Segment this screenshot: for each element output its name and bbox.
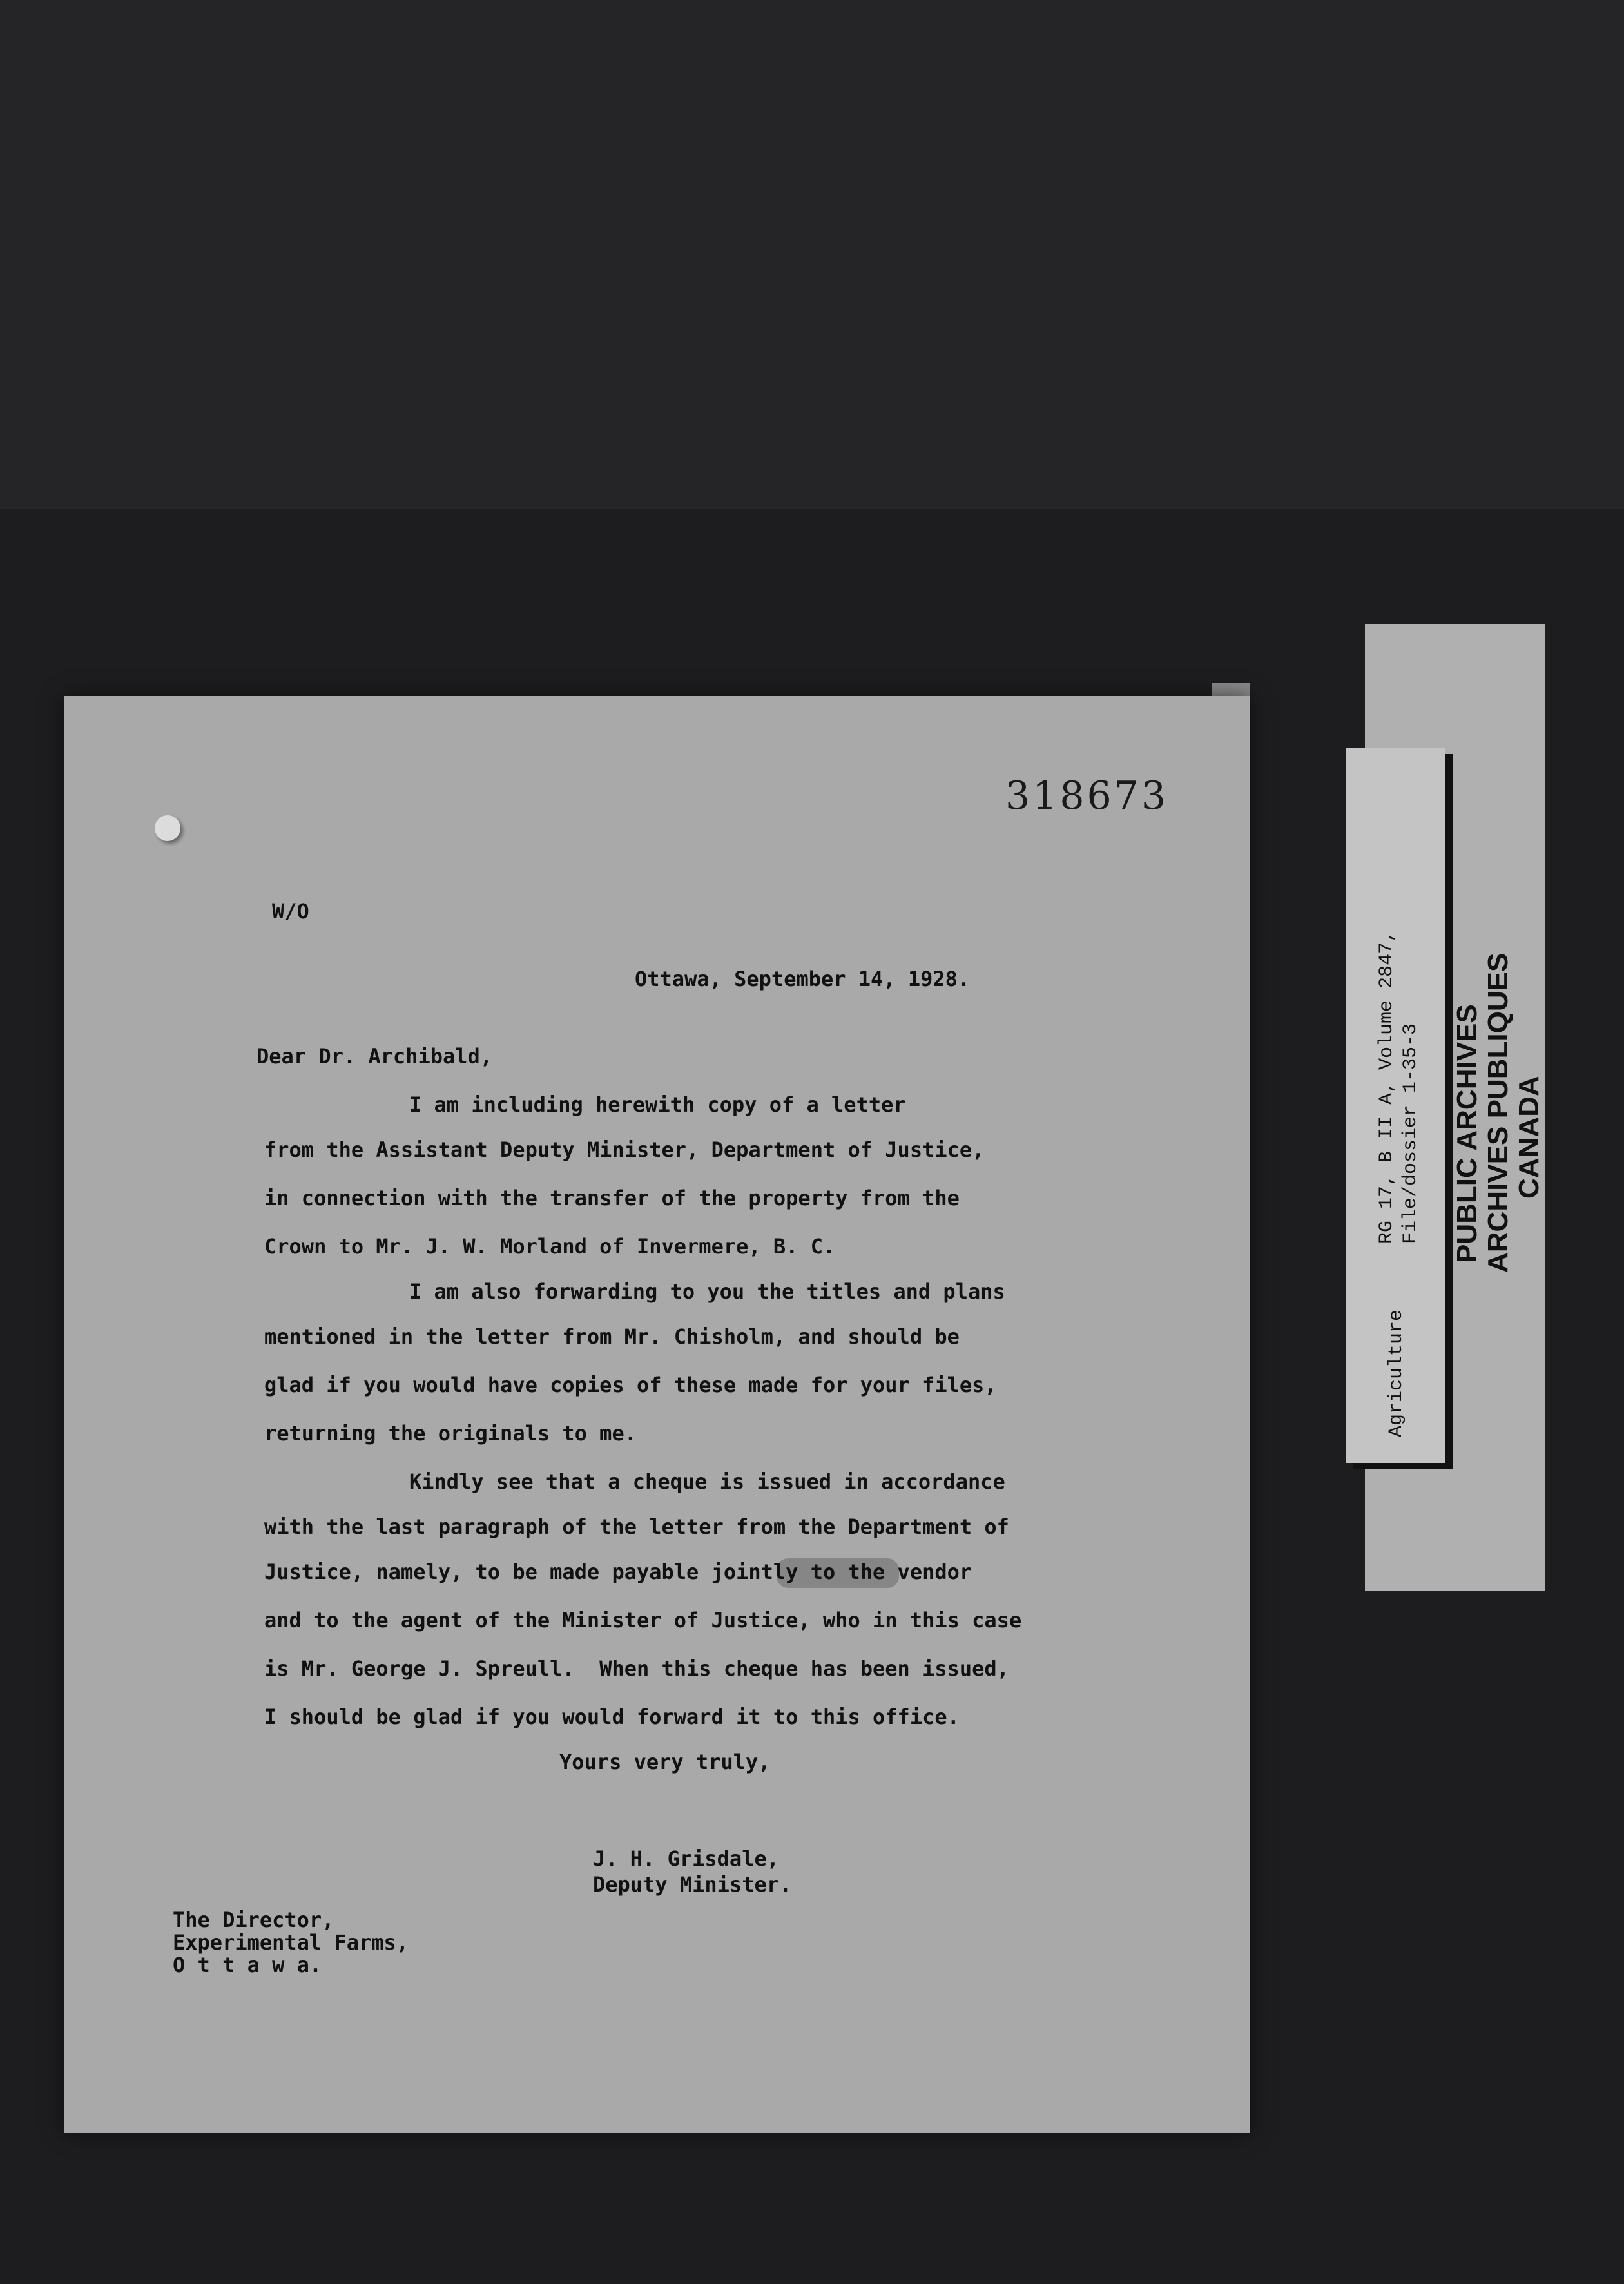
archive-stamp-line2: ARCHIVES PUBLIQUES [1482,953,1514,1273]
body-line: from the Assistant Deputy Minister, Department of Justice, [264,1137,985,1162]
archive-stamp-line3: CANADA [1513,1076,1545,1199]
body-line: Kindly see that a cheque is issued in accordance [409,1469,1005,1494]
punch-hole [155,815,180,841]
place-date: Ottawa, September 14, 1928. [635,967,971,991]
body-line: Justice, namely, to be made payable jointly to the vendor [264,1560,972,1584]
archive-stamp-line1: PUBLIC ARCHIVES [1451,1004,1483,1263]
signature-title: Deputy Minister. [593,1872,792,1897]
salutation: Dear Dr. Archibald, [256,1044,493,1069]
recipient-line: The Director, [173,1908,334,1932]
recipient-line: Experimental Farms, [173,1930,409,1955]
archive-reference: RG 17, B II A, Volume 2847, [1376,930,1398,1244]
body-line: is Mr. George J. Spreull. When this cheque has been issued, [264,1656,1009,1681]
body-line: with the last paragraph of the letter from the Department of [264,1515,1009,1539]
archive-department: Agriculture [1386,1309,1407,1437]
body-line: mentioned in the letter from Mr. Chisholm, and should be [264,1324,960,1349]
closing: Yours very truly, [559,1750,771,1774]
body-line: I am including herewith copy of a letter [409,1092,906,1117]
body-line: I am also forwarding to you the titles and plans [409,1279,1005,1304]
reference-mark: W/O [272,899,309,924]
body-line: I should be glad if you would forward it to this office. [264,1705,960,1729]
body-line: returning the originals to me. [264,1421,637,1446]
recipient-line: O t t a w a. [173,1953,322,1977]
body-line: Crown to Mr. J. W. Morland of Invermere, B. C. [264,1234,836,1259]
archive-file: File/dossier 1-35-3 [1400,1023,1422,1244]
body-line: and to the agent of the Minister of Justice, who in this case [264,1608,1022,1632]
body-line: glad if you would have copies of these made for your files, [264,1373,997,1397]
document-number: 318673 [1005,773,1169,818]
signature-name: J. H. Grisdale, [593,1846,779,1871]
body-line: in connection with the transfer of the property from the [264,1186,960,1210]
